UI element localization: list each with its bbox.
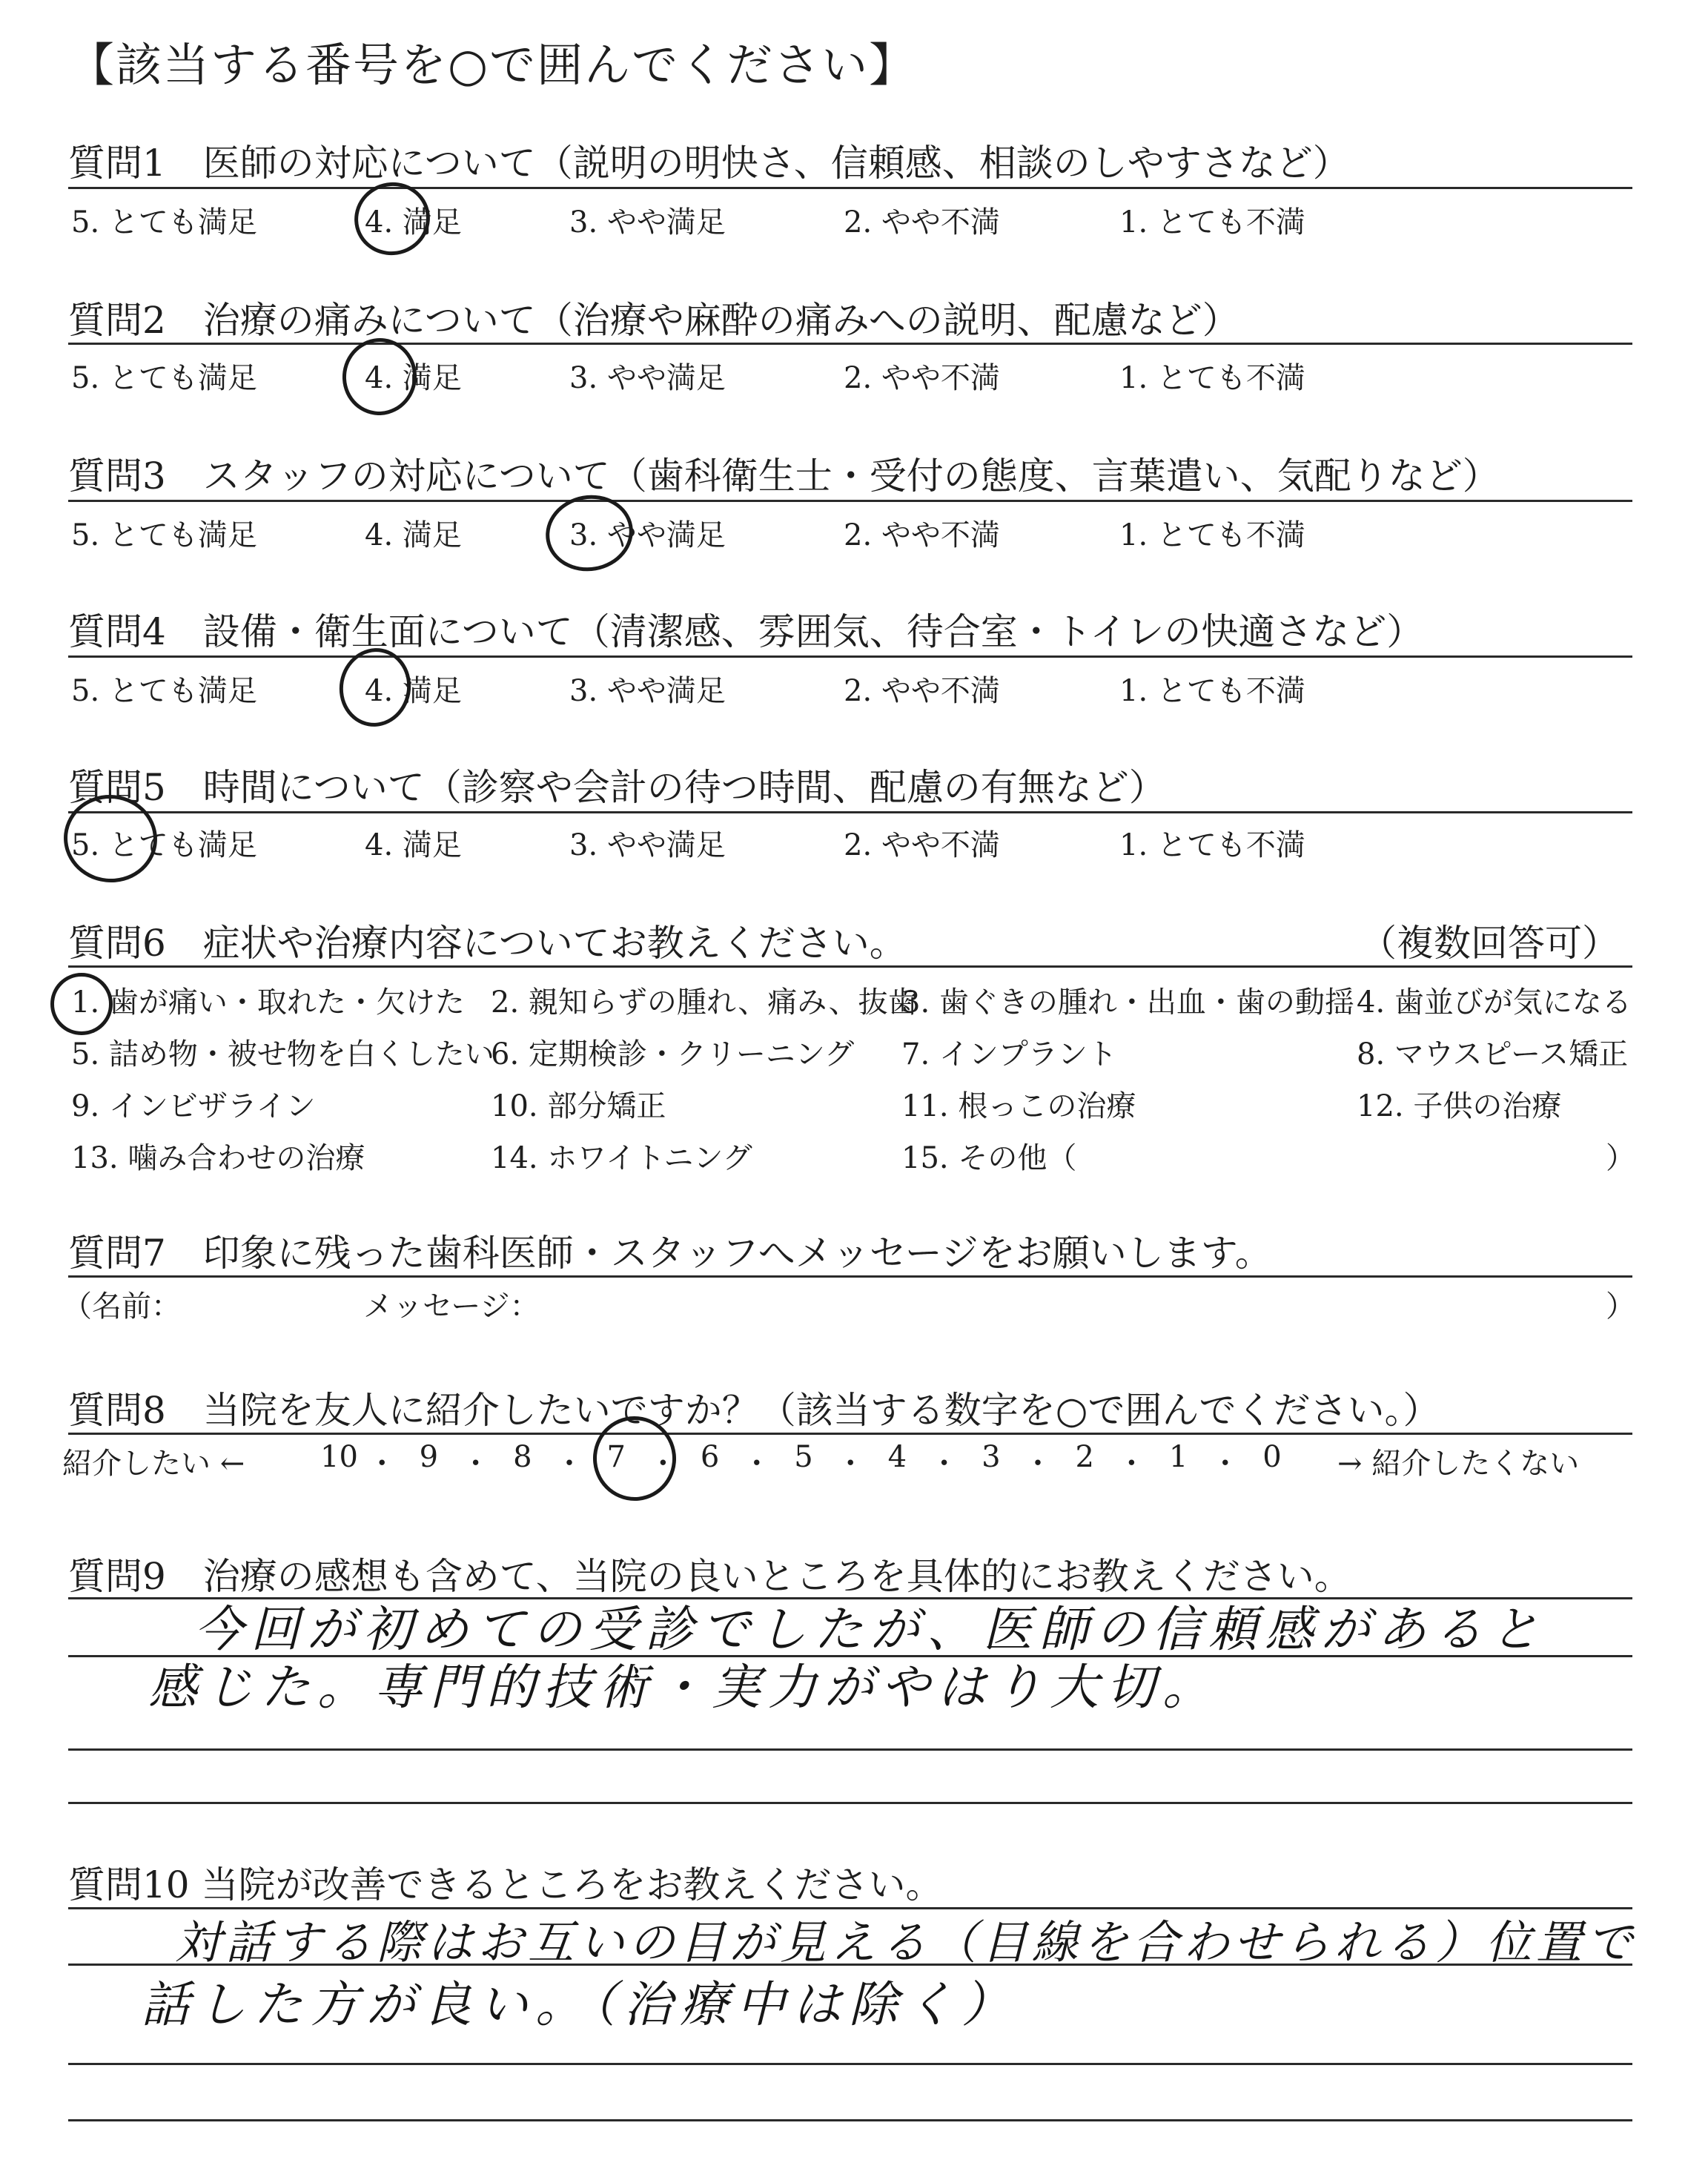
q8-scale-separator: ・	[1210, 1447, 1240, 1481]
q7-name-label: （名前：	[62, 1289, 181, 1324]
q8-scale-value-8[interactable]: 8	[513, 1440, 532, 1474]
q8-scale-value-5[interactable]: 5	[794, 1440, 813, 1474]
q5-rule	[68, 811, 1632, 813]
q9-header: 質問9 治療の感想も含めて、当院の良いところを具体的にお教えください。	[68, 1555, 1351, 1598]
q1-option-3[interactable]: 3. やや満足	[569, 205, 726, 240]
q4-option-5[interactable]: 5. とても満足	[71, 674, 257, 708]
q2-option-4[interactable]: 4. 満足	[365, 361, 462, 395]
q8-header: 質問8 当院を友人に紹介したいですか？（該当する数字を○で囲んでください。）	[68, 1389, 1440, 1432]
q4-rule	[68, 655, 1632, 658]
q2-rule	[68, 343, 1632, 345]
q1-option-5[interactable]: 5. とても満足	[71, 205, 257, 240]
q8-scale-separator: ・	[835, 1447, 866, 1481]
q6-item-5[interactable]: 5. 詰め物・被せ物を白くしたい	[71, 1037, 494, 1071]
q6-item-15[interactable]: 15. その他（	[901, 1141, 1077, 1175]
q3-option-5[interactable]: 5. とても満足	[71, 518, 257, 552]
q8-scale-value-3[interactable]: 3	[982, 1440, 1001, 1474]
q8-scale-value-0[interactable]: 0	[1262, 1440, 1282, 1474]
page-title: 【該当する番号を○で囲んでください】	[68, 38, 917, 92]
q8-scale-value-7[interactable]: 7	[606, 1440, 626, 1474]
q6-item-7[interactable]: 7. インプラント	[901, 1037, 1117, 1071]
q6-multiple-note: （複数回答可）	[1360, 922, 1619, 965]
q5-header: 質問5 時間について（診察や会計の待つ時間、配慮の有無など）	[68, 766, 1166, 809]
q6-header: 質問6 症状や治療内容についてお教えください。	[68, 922, 907, 965]
q6-item-13[interactable]: 13. 噛み合わせの治療	[71, 1141, 365, 1175]
q5-option-1[interactable]: 1. とても不満	[1119, 828, 1305, 862]
q6-item-4[interactable]: 4. 歯並びが気になる	[1357, 985, 1632, 1020]
q6-other-close-paren: ）	[1606, 1141, 1635, 1175]
q9-answer-line-1: 今回が初めての受診でしたが、医師の信頼感があると	[194, 1601, 1546, 1658]
q8-scale-value-2[interactable]: 2	[1075, 1440, 1094, 1474]
q10-answer-line-1: 対話する際はお互いの目が見える（目線を合わせられる）位置で	[175, 1915, 1638, 1969]
q4-option-4[interactable]: 4. 満足	[365, 674, 462, 708]
q3-option-1[interactable]: 1. とても不満	[1119, 518, 1305, 552]
q5-option-3[interactable]: 3. やや満足	[569, 828, 726, 862]
q6-item-3[interactable]: 3. 歯ぐきの腫れ・出血・歯の動揺	[901, 985, 1354, 1020]
q6-item-14[interactable]: 14. ホワイトニング	[491, 1141, 752, 1175]
q7-close-paren: ）	[1606, 1289, 1635, 1324]
q6-item-11[interactable]: 11. 根っこの治療	[901, 1089, 1136, 1123]
q3-option-2[interactable]: 2. やや不満	[844, 518, 1000, 552]
q2-option-2[interactable]: 2. やや不満	[844, 361, 1000, 395]
q3-header: 質問3 スタッフの対応について（歯科衛生士・受付の態度、言葉遣い、気配りなど）	[68, 455, 1500, 498]
q8-scale-separator: ・	[1023, 1447, 1053, 1481]
q4-option-1[interactable]: 1. とても不満	[1119, 674, 1305, 708]
q8-scale-separator: ・	[929, 1447, 959, 1481]
q9-rule-4	[68, 1802, 1632, 1804]
q6-item-9[interactable]: 9. インビザライン	[71, 1089, 316, 1123]
q8-scale-separator: ・	[367, 1447, 397, 1481]
q1-header: 質問1 医師の対応について（説明の明快さ、信頼感、相談のしやすさなど）	[68, 142, 1350, 185]
q9-rule-3	[68, 1748, 1632, 1751]
q7-rule	[68, 1275, 1632, 1278]
q8-scale-value-6[interactable]: 6	[700, 1440, 720, 1474]
q3-rule	[68, 500, 1632, 502]
q6-item-8[interactable]: 8. マウスピース矯正	[1357, 1037, 1629, 1071]
q6-item-6[interactable]: 6. 定期検診・クリーニング	[491, 1037, 855, 1071]
q8-scale-separator: ・	[741, 1447, 772, 1481]
q4-option-2[interactable]: 2. やや不満	[844, 674, 1000, 708]
q8-right-label: → 紹介したくない	[1337, 1447, 1580, 1481]
q2-selection-circle	[337, 334, 422, 420]
q5-option-5[interactable]: 5. とても満足	[71, 828, 257, 862]
q5-option-4[interactable]: 4. 満足	[365, 828, 462, 862]
q3-option-3[interactable]: 3. やや満足	[569, 518, 726, 552]
q8-left-label: 紹介したい ←	[62, 1447, 245, 1481]
q10-rule-3	[68, 2063, 1632, 2065]
q2-option-3[interactable]: 3. やや満足	[569, 361, 726, 395]
q8-scale-value-1[interactable]: 1	[1168, 1440, 1188, 1474]
q6-item-12[interactable]: 12. 子供の治療	[1357, 1089, 1562, 1123]
q8-scale-value-9[interactable]: 9	[419, 1440, 439, 1474]
q8-scale-value-10[interactable]: 10	[320, 1440, 358, 1474]
q4-option-3[interactable]: 3. やや満足	[569, 674, 726, 708]
q2-option-5[interactable]: 5. とても満足	[71, 361, 257, 395]
q8-scale-value-4[interactable]: 4	[887, 1440, 907, 1474]
q8-scale-separator: ・	[648, 1447, 678, 1481]
q1-option-1[interactable]: 1. とても不満	[1119, 205, 1305, 240]
q1-rule	[68, 187, 1632, 189]
q5-option-2[interactable]: 2. やや不満	[844, 828, 1000, 862]
q7-header: 質問7 印象に残った歯科医師・スタッフへメッセージをお願いします。	[68, 1232, 1272, 1275]
q8-scale-separator: ・	[460, 1447, 491, 1481]
q8-rule	[68, 1433, 1632, 1435]
q6-item-2[interactable]: 2. 親知らずの腫れ、痛み、抜歯	[491, 985, 918, 1020]
q6-selection-circle	[50, 973, 113, 1035]
q10-header: 質問10 当院が改善できるところをお教えください。	[68, 1863, 943, 1906]
q2-option-1[interactable]: 1. とても不満	[1119, 361, 1305, 395]
q9-answer-line-2: 感じた。専門的技術・実力がやはり大切。	[148, 1659, 1219, 1716]
q3-option-4[interactable]: 4. 満足	[365, 518, 462, 552]
q6-rule	[68, 965, 1632, 968]
q2-header: 質問2 治療の痛みについて（治療や麻酔の痛みへの説明、配慮など）	[68, 299, 1239, 342]
q6-item-10[interactable]: 10. 部分矯正	[491, 1089, 666, 1123]
q6-item-1[interactable]: 1. 歯が痛い・取れた・欠けた	[71, 985, 465, 1020]
q1-option-4[interactable]: 4. 満足	[365, 205, 462, 240]
q8-scale-separator: ・	[1116, 1447, 1147, 1481]
q10-answer-line-2: 話した方が良い。（治療中は除く）	[141, 1976, 1018, 2033]
q10-rule-4	[68, 2119, 1632, 2121]
q8-scale-separator: ・	[555, 1447, 584, 1481]
q4-header: 質問4 設備・衛生面について（清潔感、雰囲気、待合室・トイレの快適さなど）	[68, 610, 1424, 653]
q7-message-label: メッセージ：	[363, 1289, 540, 1324]
q1-option-2[interactable]: 2. やや不満	[844, 205, 1000, 240]
